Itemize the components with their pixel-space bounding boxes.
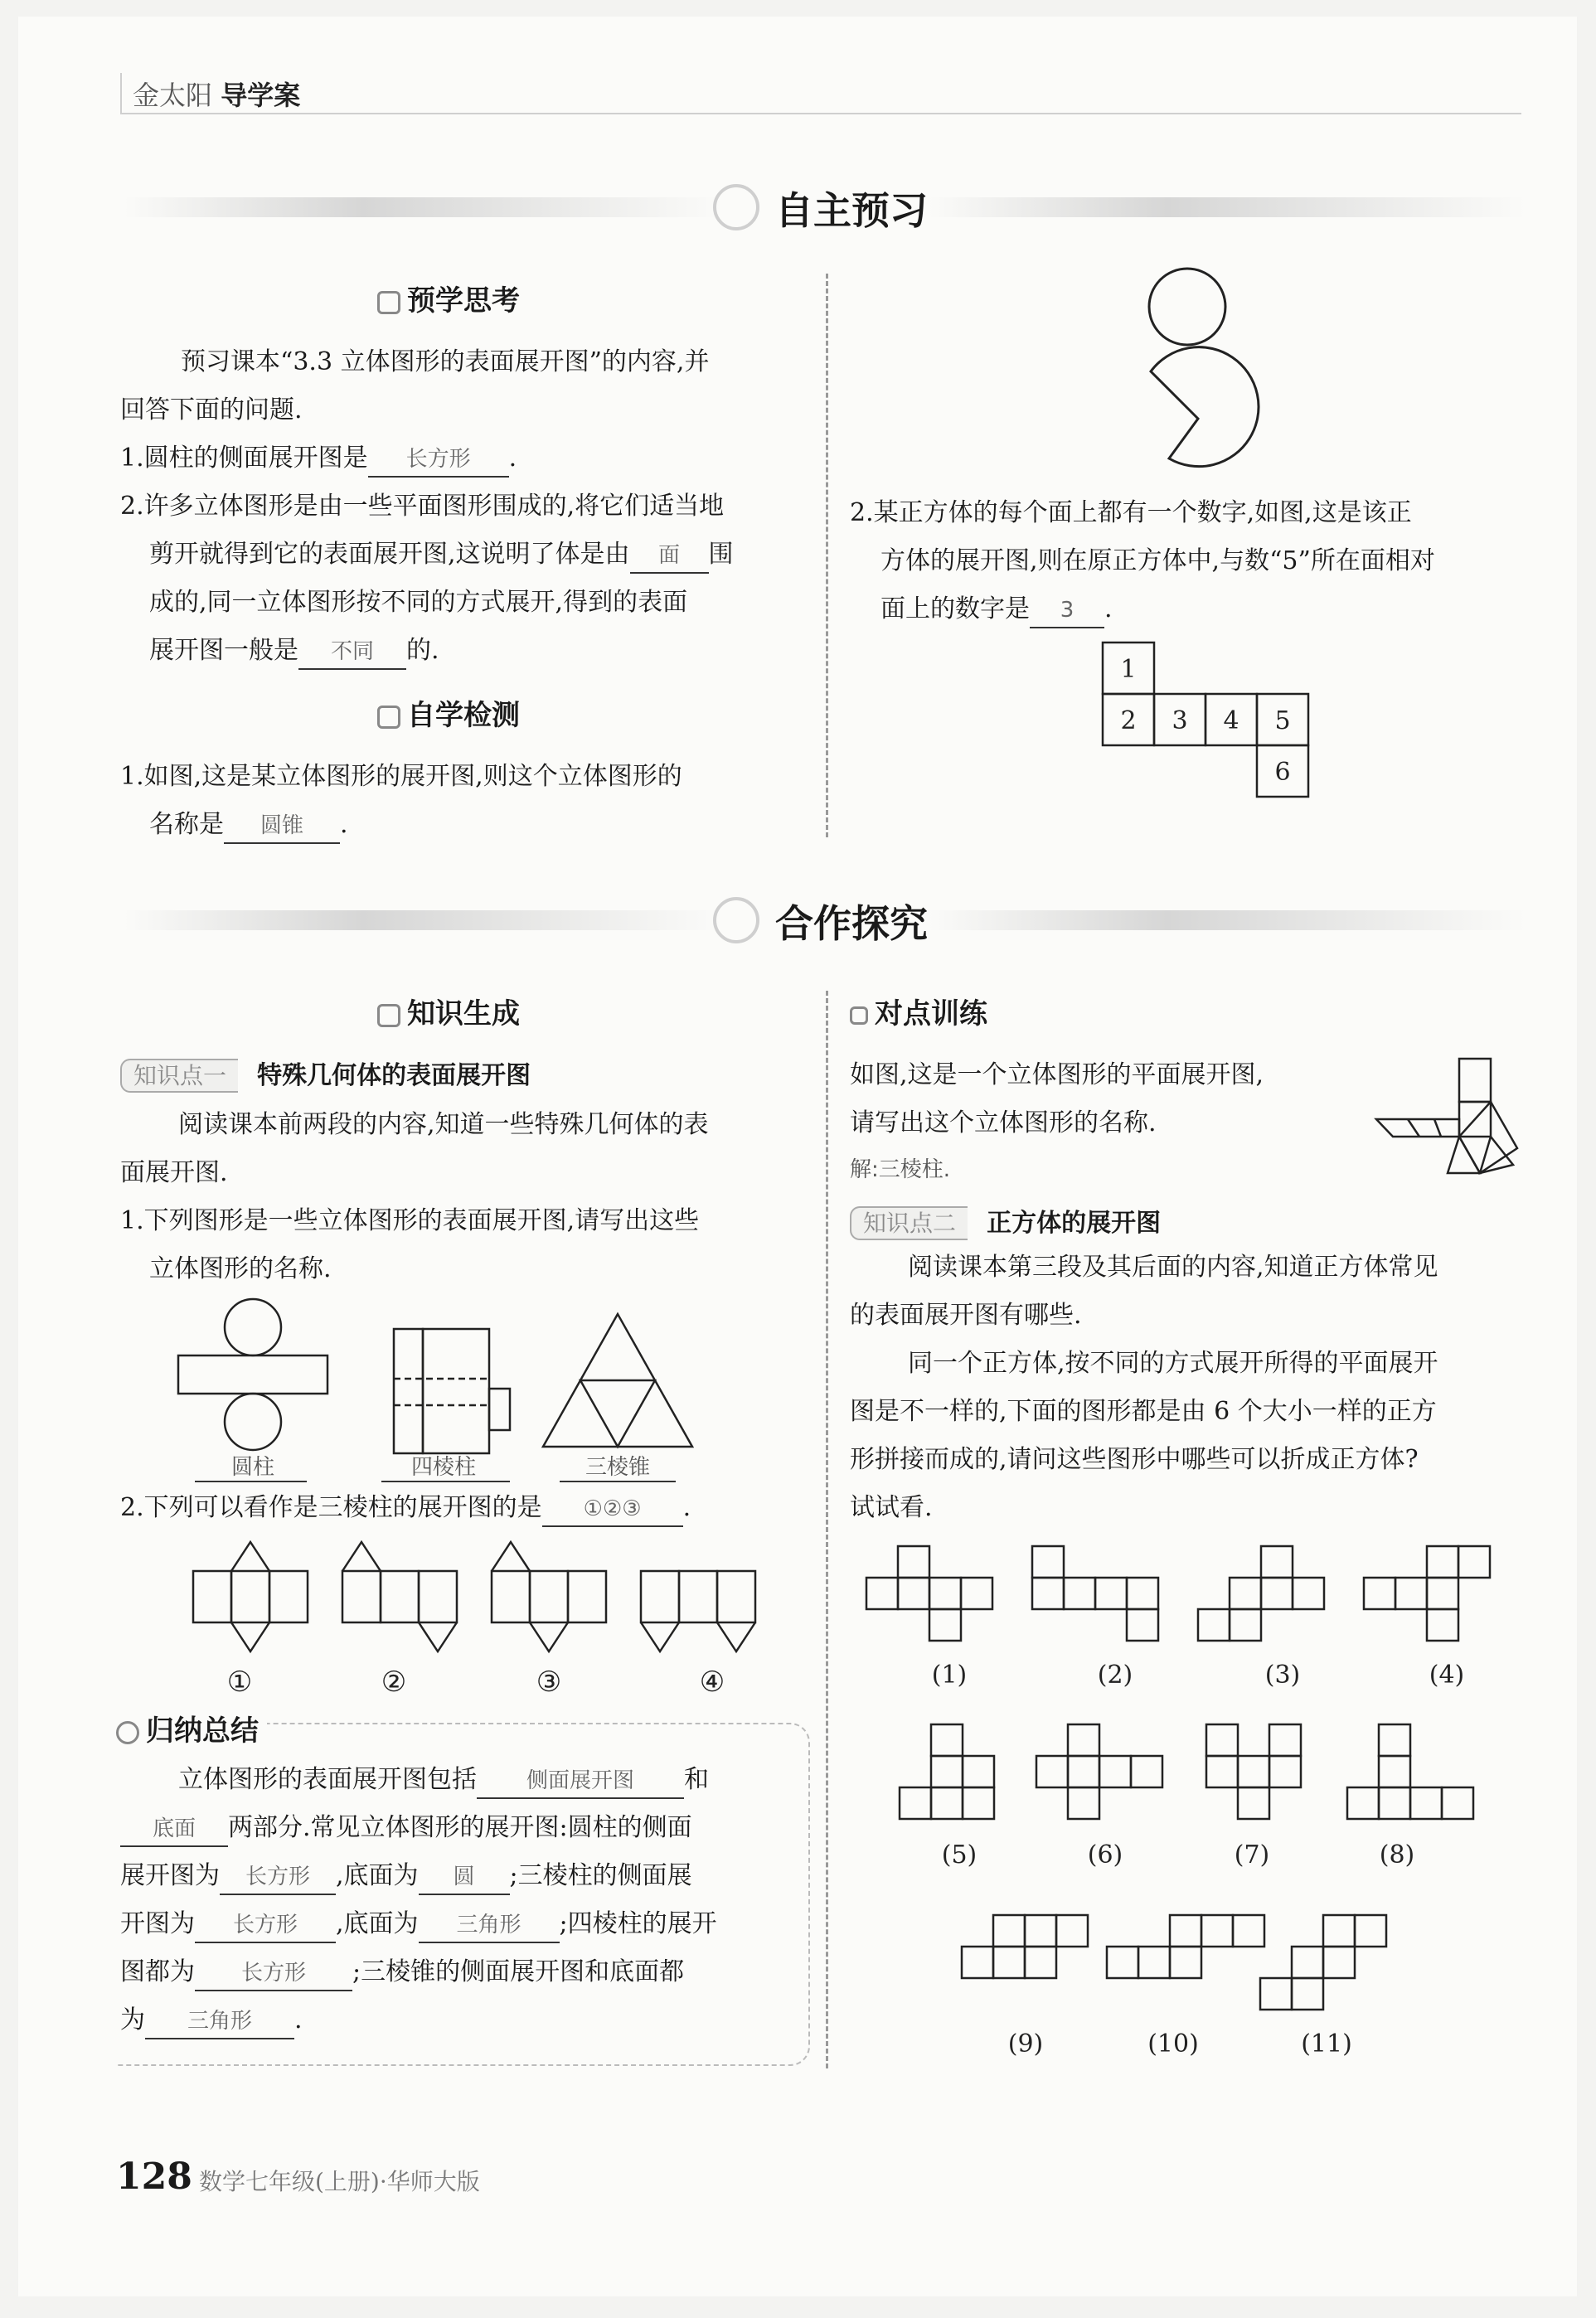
summary-l2: 底面 两部分.常见立体图形的展开图:圆柱的侧面 <box>120 1804 692 1852</box>
section-icon <box>713 184 759 230</box>
cube-net-cell <box>1238 1787 1269 1819</box>
cube-net-cell <box>1261 1578 1293 1609</box>
practice-heading: 对点训练 <box>850 991 987 1031</box>
net-caption: (8) <box>1379 1840 1415 1869</box>
cube-net-cell <box>961 1578 992 1609</box>
cube-net-cell <box>1056 1915 1088 1947</box>
net-number: 4 <box>1223 706 1239 735</box>
cube-net-cell <box>1261 1546 1293 1578</box>
kp2-label: 知识点二 <box>850 1206 968 1240</box>
knowledge-heading: 知识生成 <box>377 991 520 1031</box>
answer-blank[interactable]: 底面 <box>120 1812 228 1847</box>
kp2-title: 正方体的展开图 <box>987 1209 1162 1238</box>
book-icon <box>377 291 400 314</box>
cube-net-cell <box>1379 1756 1410 1787</box>
read1-b: 面展开图. <box>120 1158 228 1187</box>
selfcheck-q2-l3: 面上的数字是 3 . <box>880 585 1113 633</box>
cube-net-cell <box>929 1578 961 1609</box>
cube-net-cell <box>1068 1756 1099 1787</box>
answer-blank[interactable]: ①②③ <box>542 1492 683 1527</box>
cube-net-cell <box>931 1787 963 1819</box>
fig-label: ④ <box>699 1666 725 1699</box>
cube-net-cell <box>1323 1915 1355 1947</box>
cube-net-cell <box>1293 1578 1324 1609</box>
cube-net-cell <box>1323 1947 1355 1978</box>
prism-nets-figure <box>187 1538 783 1704</box>
answer-blank[interactable]: 圆 <box>419 1860 510 1895</box>
kp1-title: 特殊几何体的表面展开图 <box>257 1061 531 1090</box>
cube-net-cell <box>1201 1915 1233 1947</box>
kp2-p2-a: 同一个正方体,按不同的方式展开所得的平面展开 <box>908 1349 1438 1378</box>
net-caption: (6) <box>1087 1840 1123 1869</box>
net-number: 5 <box>1274 706 1291 735</box>
summary-l3: 展开图为 长方形 ,底面为 圆 ;三棱柱的侧面展 <box>120 1852 692 1900</box>
kq1-b: 立体图形的名称. <box>149 1254 332 1283</box>
cube-net-cell <box>993 1915 1025 1947</box>
cube-net-cell <box>1230 1609 1261 1641</box>
net-number: 3 <box>1172 706 1188 735</box>
cube-net-cell <box>931 1724 963 1756</box>
section-band-left <box>124 910 721 930</box>
cone-sector <box>1151 347 1259 467</box>
kp2-p2-b: 图是不一样的,下面的图形都是由 6 个大小一样的正方 <box>850 1397 1437 1426</box>
cube-net-cell <box>1095 1578 1127 1609</box>
cube-net-cell <box>1379 1724 1410 1756</box>
cube-net-cell <box>963 1787 994 1819</box>
cube-net-cell <box>1269 1756 1301 1787</box>
cube-net-cell <box>1131 1756 1162 1787</box>
net-caption: (9) <box>1007 2029 1044 2059</box>
book-title: 数学七年级(上册)·华师大版 <box>199 2168 480 2195</box>
numbered-cube-net <box>1103 643 1318 800</box>
section-band-left <box>124 197 721 217</box>
net-number: 6 <box>1274 758 1291 787</box>
prestudy-q2-l3: 成的,同一立体图形按不同的方式展开,得到的表面 <box>149 588 688 617</box>
section-band-right <box>929 197 1526 217</box>
selfcheck-heading: 自学检测 <box>377 692 520 733</box>
answer-blank[interactable]: 侧面展开图 <box>477 1764 684 1799</box>
cube-net-cell <box>1032 1546 1064 1578</box>
kp2-row <box>850 1202 1161 1239</box>
cube-net-cell <box>929 1609 961 1641</box>
header-rule <box>120 113 1521 114</box>
column-divider <box>826 991 828 2068</box>
prestudy-intro-a: 预习课本“3.3 立体图形的表面展开图”的内容,并 <box>181 347 710 376</box>
net-caption: (11) <box>1301 2029 1352 2059</box>
prestudy-heading: 预学思考 <box>377 278 520 318</box>
cube-net-cell <box>1238 1756 1269 1787</box>
prestudy-q1: 1.圆柱的侧面展开图是 长方形 . <box>120 434 517 483</box>
cube-net-cell <box>1260 1978 1292 2010</box>
selfcheck-q2-l1: 2.某正方体的每个面上都有一个数字,如图,这是该正 <box>850 498 1412 527</box>
section-band-right <box>929 910 1526 930</box>
cube-net-cell <box>1355 1915 1386 1947</box>
cube-nets-figure <box>866 1538 1521 2068</box>
cube-net-cell <box>1379 1787 1410 1819</box>
cube-net-cell <box>1292 1978 1323 2010</box>
net-caption: (4) <box>1429 1661 1465 1690</box>
summary-l1: 立体图形的表面展开图包括 侧面展开图 和 <box>178 1756 709 1804</box>
header-tick <box>120 73 122 114</box>
cube-net-cell <box>900 1787 931 1819</box>
summary-l4: 开图为 长方形 ,底面为 三角形 ;四棱柱的展开 <box>120 1900 717 1948</box>
section2-title: 合作探究 <box>775 901 928 946</box>
cube-net-cell <box>993 1947 1025 1978</box>
cube-net-cell <box>963 1756 994 1787</box>
cube-net-cell <box>1107 1947 1138 1978</box>
fig-label: ① <box>226 1666 253 1699</box>
cone-net-figure <box>1136 265 1285 473</box>
cube-net-cell <box>1442 1787 1473 1819</box>
prestudy-intro-b: 回答下面的问题. <box>120 395 303 424</box>
cube-net-cell <box>1410 1787 1442 1819</box>
cube-net-cell <box>866 1578 898 1609</box>
cube-net-cell <box>1127 1609 1158 1641</box>
kp1-row <box>120 1055 531 1091</box>
summary-l6: 为 三角形 . <box>120 1996 303 2044</box>
practice-net-figure <box>1368 1057 1542 1206</box>
cube-net-cell <box>1138 1947 1170 1978</box>
cube-net-cell <box>931 1756 963 1787</box>
summary-heading: 归纳总结 <box>116 1708 267 1748</box>
cube-net-cell <box>1068 1724 1099 1756</box>
cube-net-cell <box>898 1578 929 1609</box>
selfcheck-q1-l1: 1.如图,这是某立体图形的展开图,则这个立体图形的 <box>120 762 682 791</box>
check-icon <box>377 706 400 729</box>
cube-net-cell <box>1427 1609 1458 1641</box>
solid-nets-figure <box>170 1297 767 1488</box>
read1-a: 阅读课本前两段的内容,知道一些特殊几何体的表 <box>178 1110 709 1139</box>
practice-l1: 如图,这是一个立体图形的平面展开图, <box>850 1060 1264 1089</box>
answer-blank[interactable]: 圆锥 <box>224 809 340 844</box>
pencil-icon <box>116 1721 139 1744</box>
summary-l5: 图都为 长方形 ;三棱锥的侧面展开图和底面都 <box>120 1948 684 1996</box>
kp2-p2-c: 形拼接而成的,请问这些图形中哪些可以折成正方体? <box>850 1445 1419 1474</box>
kp2-p1-b: 的表面展开图有哪些. <box>850 1301 1082 1330</box>
answer-blank[interactable]: 三角形 <box>419 1908 560 1943</box>
cube-net-cell <box>1036 1756 1068 1787</box>
answer-blank[interactable]: 长方形 <box>195 1908 336 1943</box>
answer-blank[interactable]: 3 <box>1030 594 1104 628</box>
answer-blank[interactable]: 不同 <box>298 635 406 670</box>
cube-net-cell <box>1064 1578 1095 1609</box>
cube-net-cell <box>1233 1915 1264 1947</box>
cube-net-cell <box>1364 1578 1395 1609</box>
cube-net-cell <box>1170 1915 1201 1947</box>
net-caption: (2) <box>1097 1661 1133 1690</box>
section-icon <box>713 897 759 943</box>
pencil-icon <box>850 1006 868 1025</box>
kq2: 2.下列可以看作是三棱柱的展开图的是 ①②③ . <box>120 1484 691 1532</box>
cube-net-cell <box>1395 1578 1427 1609</box>
answer-blank[interactable]: 长方形 <box>368 443 509 478</box>
column-divider <box>826 274 828 837</box>
practice-solution: 解:三棱柱. <box>850 1157 951 1182</box>
cube-net-cell <box>1230 1578 1261 1609</box>
answer-blank[interactable]: 长方形 <box>220 1860 336 1895</box>
fig-answer: 三棱锥 <box>585 1455 651 1480</box>
selfcheck-q1-l2: 名称是 圆锥 . <box>149 801 348 849</box>
net-caption: (10) <box>1147 2029 1199 2059</box>
cube-net-cell <box>1292 1947 1323 1978</box>
book-icon <box>377 1004 400 1027</box>
prestudy-q2-l1: 2.许多立体图形是由一些平面图形围成的,将它们适当地 <box>120 492 725 521</box>
net-number: 1 <box>1120 655 1137 684</box>
cube-net-cell <box>1458 1546 1490 1578</box>
brand-title: 导学案 <box>221 80 301 111</box>
cube-net-cell <box>1170 1947 1201 1978</box>
net-caption: (3) <box>1264 1661 1301 1690</box>
net-number: 2 <box>1120 706 1137 735</box>
cube-net-cell <box>1198 1609 1230 1641</box>
fig-label: ② <box>381 1666 407 1699</box>
cube-net-cell <box>1025 1915 1056 1947</box>
kq1-a: 1.下列图形是一些立体图形的表面展开图,请写出这些 <box>120 1206 700 1235</box>
kp2-p1-a: 阅读课本第三段及其后面的内容,知道正方体常见 <box>908 1253 1438 1282</box>
cube-net-cell <box>1099 1756 1131 1787</box>
fig-answer: 圆柱 <box>230 1455 275 1480</box>
selfcheck-q2-l2: 方体的展开图,则在原正方体中,与数“5”所在面相对 <box>880 546 1435 575</box>
cube-net-cell <box>1068 1787 1099 1819</box>
prestudy-q2-l2: 剪开就得到它的表面展开图,这说明了体是由 面 围 <box>149 531 734 579</box>
cube-net-cell <box>1347 1787 1379 1819</box>
answer-blank[interactable]: 三角形 <box>145 2005 294 2039</box>
net-caption: (5) <box>941 1840 977 1869</box>
cube-net-cell <box>962 1947 993 1978</box>
kp2-p2-d: 试试看. <box>850 1493 933 1522</box>
practice-l2: 请写出这个立体图形的名称. <box>850 1108 1157 1137</box>
cube-net-cell <box>1127 1578 1158 1609</box>
cube-net-cell <box>1206 1724 1238 1756</box>
net-caption: (1) <box>931 1661 968 1690</box>
cube-net-cell <box>1032 1578 1064 1609</box>
cube-net-cell <box>1206 1756 1238 1787</box>
fig-answer: 四棱柱 <box>410 1455 477 1480</box>
page-number: 128 <box>116 2156 192 2198</box>
cube-net-cell <box>1427 1546 1458 1578</box>
header-brand <box>133 75 300 113</box>
cube-net-cell <box>1269 1724 1301 1756</box>
section1-title: 自主预习 <box>775 188 928 233</box>
answer-blank[interactable]: 面 <box>630 539 709 574</box>
answer-blank[interactable]: 长方形 <box>195 1957 352 1991</box>
cube-net-cell <box>1025 1947 1056 1978</box>
prestudy-q2-l4: 展开图一般是 不同 的. <box>149 627 439 675</box>
cube-net-cell <box>898 1546 929 1578</box>
kp1-label: 知识点一 <box>120 1059 238 1093</box>
cone-base-circle <box>1149 269 1225 345</box>
cube-net-cell <box>1427 1578 1458 1609</box>
brand-name: 金太阳 <box>133 80 213 111</box>
fig-label: ③ <box>536 1666 562 1699</box>
net-caption: (7) <box>1234 1840 1270 1869</box>
